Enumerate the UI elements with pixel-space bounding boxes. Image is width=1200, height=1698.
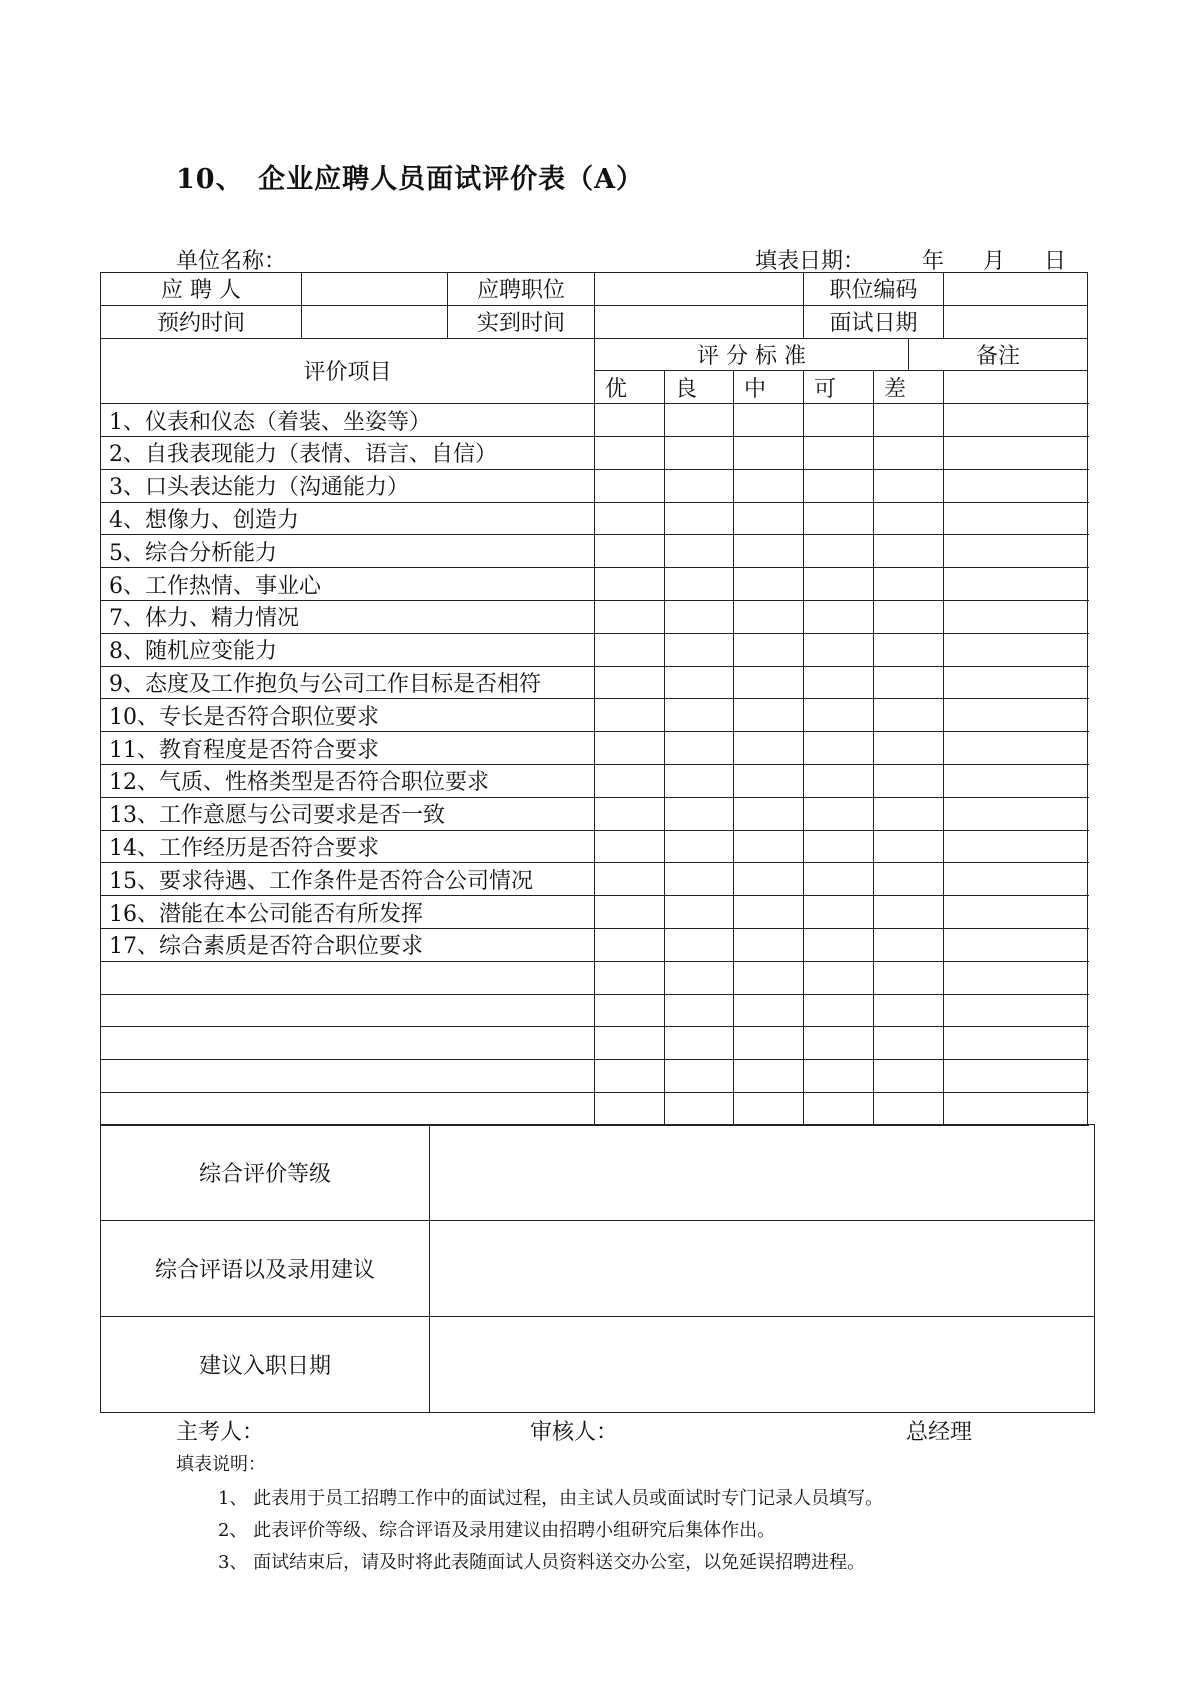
table-row <box>101 404 1088 437</box>
score-fair[interactable] <box>804 535 874 568</box>
score-average[interactable] <box>734 568 804 601</box>
remark-value[interactable] <box>944 1060 1088 1093</box>
evaluation-item-label: 3、口头表达能力（沟通能力） <box>101 469 595 502</box>
table-row <box>101 1027 1088 1060</box>
examiner-label: 主考人： <box>176 1420 265 1445</box>
score-fair[interactable] <box>804 994 874 1027</box>
grade-fair: 可 <box>804 371 874 404</box>
arrival-time-label: 实到时间 <box>448 305 595 338</box>
score-poor[interactable] <box>874 797 944 830</box>
item-header: 评价项目 <box>101 338 595 404</box>
table-row <box>101 863 1088 896</box>
info-row-2 <box>101 305 1088 338</box>
score-poor[interactable] <box>874 830 944 863</box>
remark-value[interactable] <box>944 928 1088 961</box>
score-poor[interactable] <box>874 666 944 699</box>
evaluation-item-label: 17、综合素质是否符合职位要求 <box>101 928 595 961</box>
score-good[interactable] <box>665 994 734 1027</box>
score-good[interactable] <box>665 502 734 535</box>
remark-value[interactable] <box>944 404 1088 437</box>
notes-title: 填表说明： <box>176 1454 266 1475</box>
grade-average: 中 <box>734 371 804 404</box>
evaluation-item-label: 11、教育程度是否符合要求 <box>101 732 595 765</box>
score-good[interactable] <box>665 535 734 568</box>
standard-header: 评 分 标 准 <box>595 338 909 371</box>
applicant-value[interactable] <box>302 273 448 306</box>
score-excellent[interactable] <box>595 1060 665 1093</box>
remark-value[interactable] <box>944 502 1088 535</box>
score-fair[interactable] <box>804 469 874 502</box>
score-excellent[interactable] <box>595 633 665 666</box>
month-label: 月 <box>983 249 1006 274</box>
score-excellent[interactable] <box>595 764 665 797</box>
score-excellent[interactable] <box>595 1027 665 1060</box>
score-average[interactable] <box>734 928 804 961</box>
score-excellent[interactable] <box>595 404 665 437</box>
score-good[interactable] <box>665 928 734 961</box>
score-fair[interactable] <box>804 797 874 830</box>
score-average[interactable] <box>734 666 804 699</box>
remark-value[interactable] <box>944 568 1088 601</box>
score-good[interactable] <box>665 863 734 896</box>
score-average[interactable] <box>734 732 804 765</box>
evaluation-item-label <box>101 1027 595 1060</box>
score-good[interactable] <box>665 1092 734 1125</box>
info-row-1 <box>101 273 1088 306</box>
overall-grade-label: 综合评价等级 <box>101 1125 430 1221</box>
score-poor[interactable] <box>874 535 944 568</box>
score-good[interactable] <box>665 961 734 994</box>
evaluation-item-label <box>101 1060 595 1093</box>
score-fair[interactable] <box>804 436 874 469</box>
position-value[interactable] <box>595 273 804 306</box>
score-good[interactable] <box>665 600 734 633</box>
grade-good: 良 <box>665 371 734 404</box>
remark-value[interactable] <box>944 666 1088 699</box>
score-excellent[interactable] <box>595 961 665 994</box>
position-label: 应聘职位 <box>448 273 595 306</box>
evaluation-item-label: 2、自我表现能力（表情、语言、自信） <box>101 436 595 469</box>
remark-value[interactable] <box>944 863 1088 896</box>
applicant-label: 应 聘 人 <box>101 273 302 306</box>
score-fair[interactable] <box>804 1060 874 1093</box>
grade-excellent: 优 <box>595 371 665 404</box>
table-row <box>101 797 1088 830</box>
table-row <box>101 830 1088 863</box>
start-date-label: 建议入职日期 <box>101 1317 430 1413</box>
score-average[interactable] <box>734 600 804 633</box>
score-average[interactable] <box>734 1060 804 1093</box>
score-fair[interactable] <box>804 830 874 863</box>
fill-date-label: 填表日期： <box>755 249 866 274</box>
score-good[interactable] <box>665 633 734 666</box>
score-fair[interactable] <box>804 1027 874 1060</box>
comment-label: 综合评语以及录用建议 <box>101 1221 430 1317</box>
score-poor[interactable] <box>874 568 944 601</box>
remark-value[interactable] <box>944 797 1088 830</box>
score-good[interactable] <box>665 436 734 469</box>
remark-cell <box>944 371 1088 404</box>
table-row <box>101 764 1088 797</box>
remark-value[interactable] <box>944 764 1088 797</box>
score-good[interactable] <box>665 764 734 797</box>
table-row <box>101 568 1088 601</box>
score-fair[interactable] <box>804 666 874 699</box>
day-label: 日 <box>1044 249 1067 274</box>
score-excellent[interactable] <box>595 830 665 863</box>
note-item: 2、 此表评价等级、综合评语及录用建议由招聘小组研究后集体作出。 <box>218 1520 776 1541</box>
position-code-label: 职位编码 <box>804 273 944 306</box>
table-row <box>101 600 1088 633</box>
table-row <box>101 1060 1088 1093</box>
score-fair[interactable] <box>804 732 874 765</box>
remark-value[interactable] <box>944 994 1088 1027</box>
score-excellent[interactable] <box>595 436 665 469</box>
score-average[interactable] <box>734 469 804 502</box>
comment-value[interactable] <box>430 1221 1095 1317</box>
overall-evaluation-table <box>100 1124 1095 1413</box>
remark-value[interactable] <box>944 896 1088 929</box>
score-fair[interactable] <box>804 863 874 896</box>
score-fair[interactable] <box>804 633 874 666</box>
appointment-time-value[interactable] <box>302 305 448 338</box>
year-label: 年 <box>922 249 945 274</box>
table-row <box>101 896 1088 929</box>
score-poor[interactable] <box>874 928 944 961</box>
table-row <box>101 502 1088 535</box>
score-excellent[interactable] <box>595 863 665 896</box>
score-good[interactable] <box>665 1060 734 1093</box>
score-poor[interactable] <box>874 436 944 469</box>
score-excellent[interactable] <box>595 469 665 502</box>
score-average[interactable] <box>734 764 804 797</box>
interview-date-label: 面试日期 <box>804 305 944 338</box>
overall-grade-row <box>101 1125 1095 1221</box>
table-row <box>101 928 1088 961</box>
arrival-time-value[interactable] <box>595 305 804 338</box>
score-average[interactable] <box>734 896 804 929</box>
note-item: 1、 此表用于员工招聘工作中的面试过程，由主试人员或面试时专门记录人员填写。 <box>218 1488 884 1509</box>
score-fair[interactable] <box>804 1092 874 1125</box>
score-average[interactable] <box>734 404 804 437</box>
table-row <box>101 961 1088 994</box>
score-excellent[interactable] <box>595 994 665 1027</box>
table-row <box>101 469 1088 502</box>
score-good[interactable] <box>665 469 734 502</box>
remark-value[interactable] <box>944 633 1088 666</box>
evaluation-item-label: 8、随机应变能力 <box>101 633 595 666</box>
score-average[interactable] <box>734 830 804 863</box>
evaluation-item-label: 1、仪表和仪态（着装、坐姿等） <box>101 404 595 437</box>
evaluation-item-label: 4、想像力、创造力 <box>101 502 595 535</box>
table-row <box>101 666 1088 699</box>
score-fair[interactable] <box>804 600 874 633</box>
score-excellent[interactable] <box>595 732 665 765</box>
score-poor[interactable] <box>874 1092 944 1125</box>
remark-value[interactable] <box>944 961 1088 994</box>
evaluation-item-label: 12、气质、性格类型是否符合职位要求 <box>101 764 595 797</box>
score-excellent[interactable] <box>595 896 665 929</box>
table-row <box>101 994 1088 1027</box>
overall-grade-value[interactable] <box>430 1125 1095 1221</box>
comment-row <box>101 1221 1095 1317</box>
score-good[interactable] <box>665 896 734 929</box>
evaluation-item-label: 14、工作经历是否符合要求 <box>101 830 595 863</box>
table-row <box>101 633 1088 666</box>
criteria-header-row <box>101 338 1088 371</box>
score-poor[interactable] <box>874 896 944 929</box>
score-poor[interactable] <box>874 469 944 502</box>
score-excellent[interactable] <box>595 797 665 830</box>
interview-date-value[interactable] <box>944 305 1088 338</box>
score-average[interactable] <box>734 1092 804 1125</box>
grade-poor: 差 <box>874 371 944 404</box>
score-fair[interactable] <box>804 896 874 929</box>
position-code-value[interactable] <box>944 273 1088 306</box>
score-average[interactable] <box>734 797 804 830</box>
remark-value[interactable] <box>944 469 1088 502</box>
evaluation-item-label: 16、潜能在本公司能否有所发挥 <box>101 896 595 929</box>
evaluation-item-label <box>101 994 595 1027</box>
score-fair[interactable] <box>804 502 874 535</box>
remark-value[interactable] <box>944 699 1088 732</box>
score-average[interactable] <box>734 863 804 896</box>
unit-name-label: 单位名称： <box>176 249 287 274</box>
evaluation-item-label: 6、工作热情、事业心 <box>101 568 595 601</box>
evaluation-item-label <box>101 1092 595 1125</box>
start-date-row <box>101 1317 1095 1413</box>
remark-value[interactable] <box>944 830 1088 863</box>
score-fair[interactable] <box>804 568 874 601</box>
table-row <box>101 436 1088 469</box>
score-excellent[interactable] <box>595 1092 665 1125</box>
evaluation-item-label <box>101 961 595 994</box>
score-poor[interactable] <box>874 633 944 666</box>
page-title: 10、 企业应聘人员面试评价表（A） <box>176 164 645 195</box>
score-poor[interactable] <box>874 863 944 896</box>
evaluation-item-label: 9、态度及工作抱负与公司工作目标是否相符 <box>101 666 595 699</box>
score-poor[interactable] <box>874 732 944 765</box>
score-average[interactable] <box>734 994 804 1027</box>
score-average[interactable] <box>734 502 804 535</box>
score-poor[interactable] <box>874 502 944 535</box>
score-poor[interactable] <box>874 699 944 732</box>
table-row <box>101 732 1088 765</box>
score-excellent[interactable] <box>595 568 665 601</box>
evaluation-item-label: 10、专长是否符合职位要求 <box>101 699 595 732</box>
score-good[interactable] <box>665 1027 734 1060</box>
remark-value[interactable] <box>944 600 1088 633</box>
interview-evaluation-table <box>100 272 1088 1126</box>
score-good[interactable] <box>665 797 734 830</box>
score-fair[interactable] <box>804 404 874 437</box>
score-poor[interactable] <box>874 764 944 797</box>
score-average[interactable] <box>734 699 804 732</box>
score-poor[interactable] <box>874 1060 944 1093</box>
score-fair[interactable] <box>804 928 874 961</box>
start-date-value[interactable] <box>430 1317 1095 1413</box>
remark-value[interactable] <box>944 436 1088 469</box>
score-average[interactable] <box>734 961 804 994</box>
score-good[interactable] <box>665 568 734 601</box>
score-fair[interactable] <box>804 961 874 994</box>
score-excellent[interactable] <box>595 666 665 699</box>
remark-header: 备注 <box>909 338 1088 371</box>
score-excellent[interactable] <box>595 535 665 568</box>
score-average[interactable] <box>734 633 804 666</box>
score-average[interactable] <box>734 436 804 469</box>
remark-value[interactable] <box>944 1092 1088 1125</box>
score-excellent[interactable] <box>595 699 665 732</box>
evaluation-item-label: 13、工作意愿与公司要求是否一致 <box>101 797 595 830</box>
note-item: 3、 面试结束后，请及时将此表随面试人员资料送交办公室，以免延误招聘进程。 <box>218 1552 866 1573</box>
score-average[interactable] <box>734 1027 804 1060</box>
remark-value[interactable] <box>944 732 1088 765</box>
evaluation-item-label: 7、体力、精力情况 <box>101 600 595 633</box>
score-good[interactable] <box>665 699 734 732</box>
score-fair[interactable] <box>804 699 874 732</box>
remark-value[interactable] <box>944 535 1088 568</box>
score-excellent[interactable] <box>595 928 665 961</box>
score-fair[interactable] <box>804 764 874 797</box>
score-excellent[interactable] <box>595 600 665 633</box>
score-poor[interactable] <box>874 994 944 1027</box>
score-good[interactable] <box>665 666 734 699</box>
score-good[interactable] <box>665 404 734 437</box>
remark-value[interactable] <box>944 1027 1088 1060</box>
score-poor[interactable] <box>874 961 944 994</box>
score-good[interactable] <box>665 732 734 765</box>
table-row <box>101 699 1088 732</box>
evaluation-item-label: 5、综合分析能力 <box>101 535 595 568</box>
score-poor[interactable] <box>874 404 944 437</box>
table-row <box>101 1092 1088 1125</box>
score-good[interactable] <box>665 830 734 863</box>
appointment-time-label: 预约时间 <box>101 305 302 338</box>
score-poor[interactable] <box>874 1027 944 1060</box>
score-average[interactable] <box>734 535 804 568</box>
score-poor[interactable] <box>874 600 944 633</box>
manager-label: 总经理 <box>906 1420 973 1445</box>
reviewer-label: 审核人： <box>530 1420 619 1445</box>
evaluation-item-label: 15、要求待遇、工作条件是否符合公司情况 <box>101 863 595 896</box>
score-excellent[interactable] <box>595 502 665 535</box>
table-row <box>101 535 1088 568</box>
